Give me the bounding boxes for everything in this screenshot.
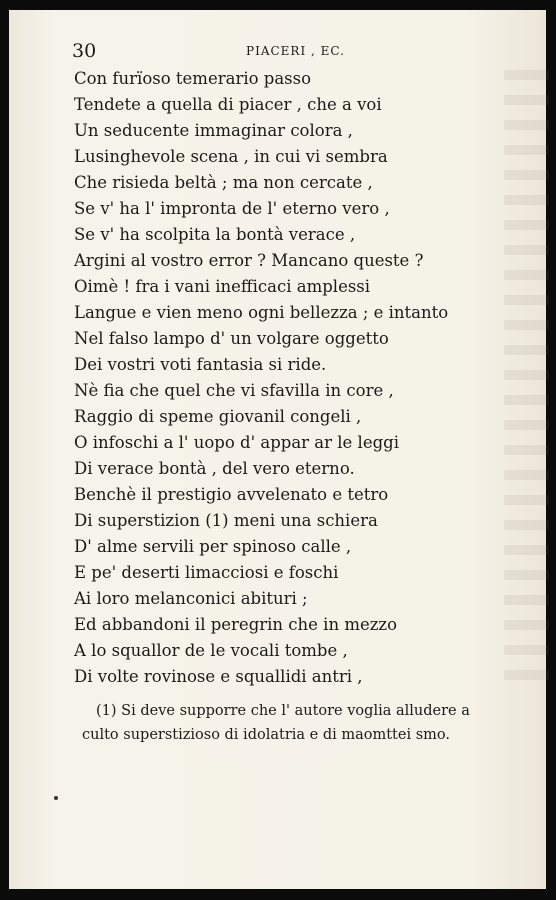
verse-line: Raggio di speme giovanil congeli , bbox=[74, 407, 362, 426]
running-head: PIACERI , EC. bbox=[246, 44, 345, 58]
verse-line: A lo squallor de le vocali tombe , bbox=[74, 641, 348, 660]
ink-speck bbox=[54, 796, 58, 800]
verse-line: Con furïoso temerario passo bbox=[74, 69, 312, 88]
verse-line: Un seducente immaginar colora , bbox=[74, 121, 353, 140]
verse-line: Dei vostri voti fantasia si ride. bbox=[74, 355, 327, 374]
verse-line: Se v' ha l' impronta de l' eterno vero , bbox=[74, 199, 390, 218]
verse-line: Ai loro melanconici abituri ; bbox=[74, 589, 308, 608]
verse-line: Che risieda beltà ; ma non cercate , bbox=[74, 173, 373, 192]
verse-line: Benchè il prestigio avvelenato e tetro bbox=[74, 485, 389, 504]
page-header bbox=[72, 40, 366, 62]
verse-line: Nel falso lampo d' un volgare oggetto bbox=[74, 329, 389, 348]
verse-line: Di verace bontà , del vero eterno. bbox=[74, 459, 355, 478]
footnote-line: culto superstizioso di idolatria e di maomttei smo. bbox=[82, 727, 450, 743]
verse-line: Di superstizion (1) meni una schiera bbox=[74, 511, 378, 530]
verse-line: Se v' ha scolpita la bontà verace , bbox=[74, 225, 356, 244]
verse-line: D' alme servili per spinoso calle , bbox=[74, 537, 352, 556]
verse-line: Langue e vien meno ogni bellezza ; e intanto bbox=[74, 303, 449, 322]
page-number: 30 bbox=[72, 40, 97, 62]
verse-line: Ed abbandoni il peregrin che in mezzo bbox=[74, 615, 398, 634]
verse-line: Oimè ! fra i vani inefficaci amplessi bbox=[74, 277, 371, 296]
verse-line: Di volte rovinose e squallidi antri , bbox=[74, 667, 363, 686]
poem-body bbox=[74, 66, 494, 690]
verse-line: Lusinghevole scena , in cui vi sembra bbox=[74, 147, 388, 166]
verse-line: Nè fia che quel che vi sfavilla in core , bbox=[74, 381, 394, 400]
verse-line: O infoschi a l' uopo d' appar ar le leggi bbox=[74, 433, 399, 452]
verse-line: Argini al vostro error ? Mancano queste ? bbox=[74, 251, 424, 270]
show-through bbox=[504, 70, 549, 690]
footnote-line: (1) Si deve supporre che l' autore voglia alludere a bbox=[96, 703, 470, 719]
verse-line: E pe' deserti limacciosi e foschi bbox=[74, 563, 339, 582]
verse-line: Tendete a quella di piacer , che a voi bbox=[74, 95, 382, 114]
footnote bbox=[82, 699, 532, 747]
